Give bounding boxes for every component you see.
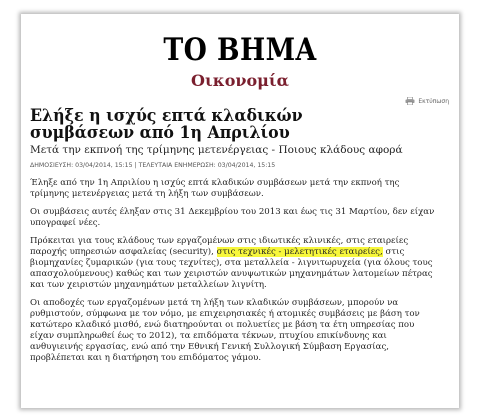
paragraph: Έληξε από την 1η Απριλίου η ισχύς επτά κλαδικών συμβάσεων μετά την εκπνοή της τρίμηνης μετενέργειας μετά τη λήξη των συμβάσεων. bbox=[30, 178, 400, 199]
paragraph-text: στις βιομηχανίες ζυμαρικών (για τους τεχνίτες), στα μεταλλεία - λιγνιτωρυχεία (για όλους τους απασχολούμενους) καθώς και των χειριστών ανυψωτικών μηχανημάτων λατομείων πέτρας και των χειριστών μηχανημάτων μεταλλείων λιγνίτη. bbox=[30, 247, 433, 290]
highlighted-text: στις τεχνικές - μελετητικές εταιρείες, bbox=[216, 247, 383, 257]
publish-date: ΔΗΜΟΣΙΕΥΣΗ: 03/04/2014, 15:15 | ΤΕΛΕΥΤΑΙΑ ΕΝΗΜΕΡΩΣΗ: 03/04/2014, 15:15 bbox=[30, 162, 276, 169]
print-label: Εκτύπωση bbox=[418, 97, 449, 105]
paragraph-text: Πρόκειται για τους κλάδους των εργαζομένων στις ιδιωτικές κλινικές, στις εταιρείες παροχής υπηρεσιών ασφαλείας (security), bbox=[30, 236, 409, 257]
printer-icon bbox=[405, 97, 415, 105]
article-headline: Ελήξε η ισχύς επτά κλαδικών συμβάσεων από 1η Απριλίου bbox=[30, 106, 303, 143]
article-page bbox=[21, 14, 459, 408]
section-title[interactable]: Οικονομία bbox=[191, 71, 289, 90]
paragraph: Οι συμβάσεις αυτές έληξαν στις 31 Δεκεμβρίου του 2013 και έως τις 31 Μαρτίου, δεν είχαν υπογραφεί νέες. bbox=[30, 207, 435, 228]
paragraph: Οι αποδοχές των εργαζομένων μετά τη λήξη των κλαδικών συμβάσεων, μπορούν να ρυθμιστούν, σύμφωνα με τον νόμο, με επιχειρησιακές ή ατομικές συμβάσεις με βάση τον κατώτερο κλαδικό μισθό, ενώ διατηρούνται οι πολυετίες με βάση τα έτη υπηρεσίας που είχαν συμπληρωθεί έως το 2012), τα επιδόματα τέκνων, πτυχίου επικίνδυνης και ανθυγιεινής εργασίας, ενώ από την Εθνική Γενική Συλλογική Σύμβαση Εργασίας, προβλέπεται και η διατήρηση του επιδόματος γάμου. bbox=[30, 298, 420, 363]
newspaper-logo[interactable]: ΤΟ ΒΗΜΑ bbox=[163, 32, 317, 68]
print-button[interactable] bbox=[405, 97, 449, 105]
paragraph bbox=[30, 236, 440, 291]
article-subtitle: Μετά την εκπνοή της τρίμηνης μετενέργειας - Ποιους κλάδους αφορά bbox=[30, 144, 403, 156]
article-body bbox=[30, 178, 440, 371]
